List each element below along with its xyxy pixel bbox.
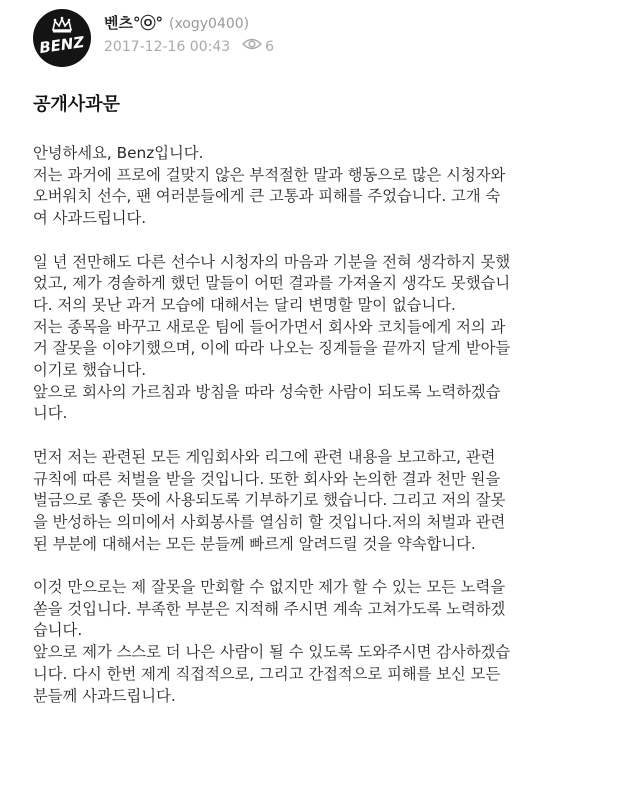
avatar-logo-text: BENZ [38,32,86,58]
post-title: 공개사과문 [33,94,120,115]
post-date: 2017-12-16 00:43 [104,38,231,55]
body-paragraph [33,143,608,230]
body-line: 저는 과거에 프로에 걸맞지 않은 부적절한 말과 행동으로 많은 시청자와 [33,165,506,184]
body-paragraph [33,577,608,707]
body-line: 벌금으로 좋은 뜻에 사용되도록 기부하기로 했습니다. 그리고 저의 잘못 [33,491,506,510]
body-line: 거 잘못을 이야기했으며, 이에 따라 나오는 징계들을 끝까지 달게 받아들 [33,339,511,358]
body-line: 저는 종목을 바꾸고 새로운 팀에 들어가면서 회사와 코치들에게 저의 과 [33,317,506,336]
author-name[interactable]: 벤츠°㉧° [104,14,163,32]
body-line: 다. 저의 못난 과거 모습에 대해서는 달리 변명할 말이 없습니다. [33,295,456,314]
author-id: (xogy0400) [168,16,250,32]
body-line: 여 사과드립니다. [33,209,147,228]
body-line: 이것 만으로는 제 잘못을 만회할 수 없지만 제가 할 수 있는 모든 노력을 [33,578,506,597]
body-line: 먼저 저는 관련된 모든 게임회사와 리그에 관련 내용을 보고하고, 관련 [33,447,496,466]
body-line: 분들께 사과드립니다. [33,686,176,705]
body-line: 오버워치 선수, 팬 여러분들에게 큰 고통과 피해를 주었습니다. 고개 숙 [33,187,501,206]
body-line: 쏟을 것입니다. 부족한 부분은 지적해 주시면 계속 고쳐가도록 노력하겠 [33,599,506,618]
body-line: 니다. [33,404,68,423]
view-count: 6 [265,38,275,55]
body-line: 규칙에 따른 처벌을 받을 것입니다. 또한 회사와 논의한 결과 천만 원을 [33,469,501,488]
body-line: 일 년 전만해도 다른 선수나 시청자의 마음과 기분을 전혀 생각하지 못했 [33,252,511,271]
post-meta [104,37,274,56]
body-line: 앞으로 회사의 가르침과 방침을 따라 성숙한 사람이 되도록 노력하겠습 [33,382,501,401]
body-paragraph [33,447,608,556]
eye-icon [242,37,262,56]
post-body [33,143,608,729]
body-line: 습니다. [33,621,83,640]
body-line: 이기로 했습니다. [33,361,147,380]
body-paragraph [33,252,608,426]
post-header [0,0,640,70]
author-line [104,13,249,34]
avatar-image [33,9,91,67]
body-line: 니다. 다시 한번 제게 직접적으로, 그리고 간접적으로 피해를 보신 모든 [33,664,501,683]
avatar[interactable] [33,9,91,67]
body-line: 었고, 제가 경솔하게 했던 말들이 어떤 결과를 가져올지 생각도 못했습니 [33,274,511,293]
body-line: 앞으로 제가 스스로 더 나은 사람이 될 수 있도록 도와주시면 감사하겠습 [33,643,511,662]
body-line: 안녕하세요, Benz입니다. [33,144,204,162]
body-line: 된 부분에 대해서는 모든 분들께 빠르게 알려드릴 것을 약속합니다. [33,534,476,553]
body-line: 을 반성하는 의미에서 사회봉사를 열심히 할 것입니다.저의 처벌과 관련 [33,512,506,531]
crown-icon [53,17,71,33]
